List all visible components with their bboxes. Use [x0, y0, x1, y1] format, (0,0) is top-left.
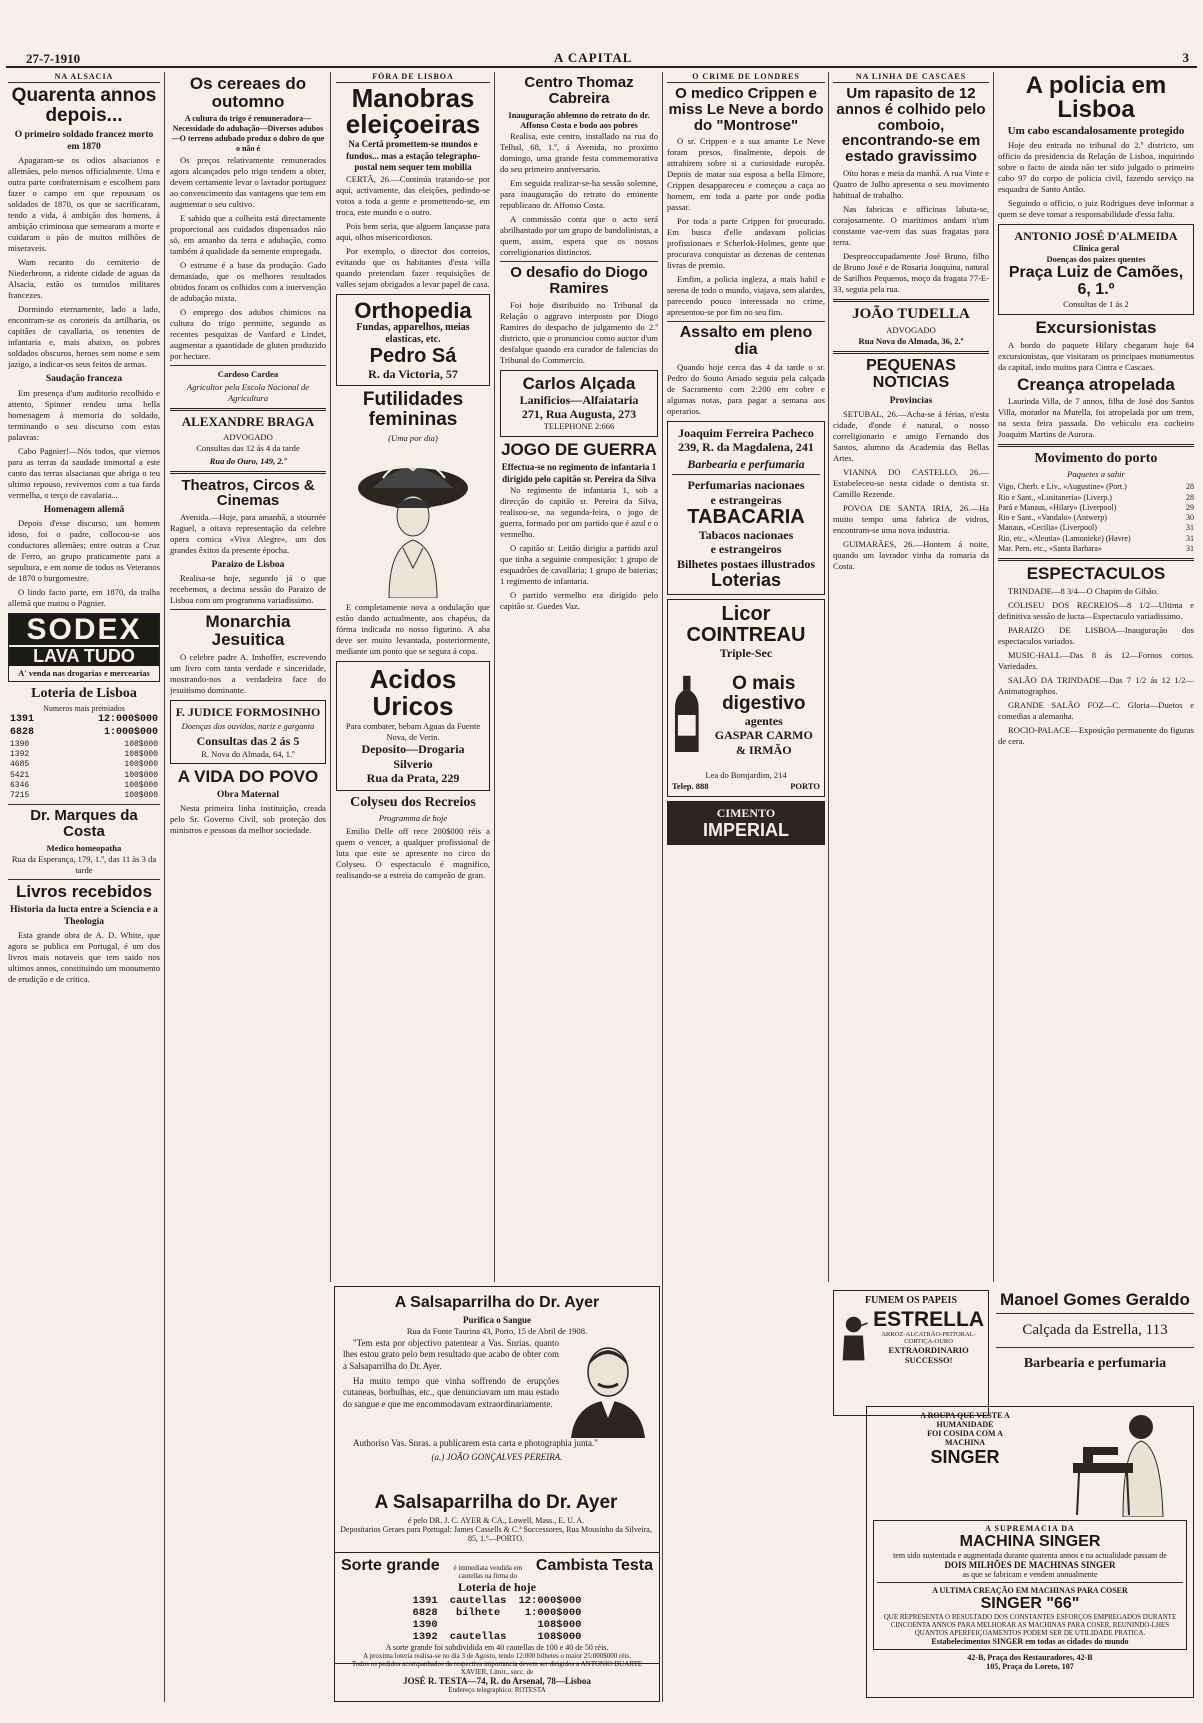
- ad-judice-hours: Consultas das 2 ás 5: [196, 734, 300, 749]
- article-paragraph: Despreoccupadamente José Bruno, filho de Bruno José e de Rosaria Joaquina, natural de Sarilhos Pequenos, moço da fragata 77-E-33, seguia pela rua.: [833, 250, 989, 294]
- ad-title: Sorte grande: [341, 1557, 440, 1574]
- column-2: [170, 72, 326, 1702]
- lottery-number: 4685: [10, 760, 30, 770]
- article-paragraph: O partido vermelho era dirigido pelo capitão sr. Guedes Vaz.: [500, 590, 658, 612]
- article-paragraph: Cabo Pagnier!—Nós todos, que viemos para as terras da saudade immortal a este canto das terras alsacianas que abriga o teu ultimo repouso, revivemos com a tua farda vermelha, o terço de cavalaria...: [8, 445, 160, 500]
- column-4: [500, 72, 658, 1282]
- summary: Na Certã promettem-se mundos e fundos... mas a estação telegrapho-postal nem sequer tem mobilia: [346, 139, 480, 173]
- section-kicker: NA ALSACIA: [8, 72, 160, 83]
- article-paragraph: CERTÃ, 26.—Continúa tratando-se por aqui, activamente, das eleições, pedindo-se votos a toda a gente e promettendo-se, em troca, este mundo e o outro.: [336, 173, 490, 217]
- ad-line: MACHINA: [945, 1438, 985, 1447]
- ad-title: SODEX: [9, 614, 159, 646]
- subheadline: Effectua-se no regimento de infantaria 1 dirigido pelo capitão sr. Pereira da Silva: [501, 462, 657, 484]
- ad-estrella: [833, 1290, 989, 1416]
- ad-address: Calçada da Estrella, 113: [1022, 1322, 1168, 1338]
- ship-row: [998, 544, 1194, 554]
- ad-line: DOIS MILHÕES DE MACHINAS SINGER: [944, 1560, 1116, 1570]
- ad-subtitle: Purifica o Sangue: [462, 1314, 531, 1325]
- ship-route: Vigo, Cherb. e Liv., «Augustine» (Port.): [998, 482, 1127, 492]
- article-paragraph: Avenida.—Hoje, para amanhã, a stournée Raguel, a oitava representação da celebre opera comica «Viva Alegre», um dos grandes êxitos da presente épocha.: [170, 512, 326, 556]
- ad-almeida: [998, 224, 1194, 315]
- ad-acidos: [336, 661, 490, 791]
- column-5: [667, 72, 825, 1702]
- article-paragraph: Pois bem seria, que alguem lançasse para aqui, olhos misericordiosos.: [336, 220, 490, 242]
- ship-day: 29: [1186, 502, 1194, 512]
- ad-line: A sorte grande foi subdividida em 40 cautellas de 100 e 40 de 50 réis.: [385, 1643, 609, 1652]
- article-paragraph: Seguindo o officio, o juiz Rodrigues deve informar a quem se deve tomar a responsabilidade d'essa falta.: [998, 198, 1194, 220]
- article-paragraph: Hoje deu entrada no tribunal do 2.º districto, um officio da presidencia da Relação de Lisboa, inquirindo sobre o facto de ainda não ter sido julgado o primeiro cabo 97 do corpo de policia civil, fazendo serviço na esquadra de Santo Antão.: [998, 140, 1194, 195]
- ad-line: HUMANIDADE: [936, 1420, 994, 1429]
- section-heading: JOGO DE GUERRA: [501, 440, 657, 460]
- section-kicker: FÓRA DE LISBOA: [336, 72, 490, 83]
- section-heading: Theatros, Circos & Cinemas: [181, 476, 315, 510]
- article-paragraph: No regimento de infantaria 1, sob a direcção do capitão sr. Pereira da Silva, realisou-se, na segunda-feira, o jogo de guerra, formado por um partido que é azul e o vermelho.: [500, 485, 658, 540]
- lottery-row: [8, 760, 160, 770]
- ad-text: Para combater, bebam Aguas da Fuente Nova, de Verin.: [345, 720, 481, 742]
- ad-judice-role: Doenças dos ouvidos, nariz e garganta: [181, 721, 315, 732]
- ship-row: [998, 493, 1194, 503]
- lottery-number: 1390: [10, 739, 30, 749]
- ad-geraldo: [996, 1290, 1194, 1402]
- sorte-prize: 108$000: [537, 1619, 582, 1631]
- smoker-illustration: [838, 1307, 869, 1367]
- article-paragraph: O capitão sr. Leitão dirigiu a partido azul que tinha a seguinte composição: 1 grupo de esquadrões de cavallaria; 1 grupo de baterias; 1 regimento de infantaria.: [500, 543, 658, 587]
- sorte-type: cautellas: [449, 1631, 507, 1643]
- ad-pacheco: [667, 421, 825, 595]
- section-heading: Excursionistas: [1035, 317, 1157, 337]
- lottery-row: [8, 781, 160, 791]
- ad-lawyer-name: ALEXANDRE BRAGA: [181, 413, 315, 429]
- lottery-prize: 100$000: [124, 770, 158, 780]
- sorte-row: [407, 1595, 588, 1607]
- ad-subtitle: LAVA TUDO: [9, 645, 159, 666]
- article-paragraph: Os preços relativamente remunerados agora alcançados pelo trigo tendem a obter, devem certamente levar o lavrador portuguez ao convencimento das vantagens que tem em augmentar o seu cultivo.: [170, 154, 326, 209]
- column-rule: [494, 72, 495, 1282]
- column-6: [833, 72, 989, 1282]
- article-paragraph: Por toda a parte Crippen foi procurado. Em busca d'elle andavam policias profissionaes e Scherlok-Holmes, gente que procurava conquistar as dezenas de centenas livras de premio.: [667, 216, 825, 271]
- article-paragraph: O celebre padre A. Imhoffer, escrevendo um livro com tanta verdade e sinceridade, mostrando-nos a verdadeira face do jesuitismo dominante.: [170, 651, 326, 695]
- ship-route: Rio e Sant., «Lusitaneria» (Liverp.): [998, 492, 1112, 502]
- ship-route: Manaus, «Cecilia» (Liverpool): [998, 523, 1097, 533]
- ad-line: Bilhetes postaes illustrados: [676, 556, 815, 571]
- ad-line: Tabacos nacionaes: [698, 528, 794, 543]
- lottery-row: [8, 750, 160, 760]
- ad-line: A ROUPA QUE VESTE A: [920, 1411, 1010, 1420]
- ad-line: IMPERIAL: [702, 819, 789, 840]
- listing: ROCIO-PALACE—Exposição permanente do figuras de cera.: [998, 724, 1194, 746]
- book-title: Historia da lucta entre a Sciencia e a Theologia: [10, 904, 158, 927]
- ad-doctor-name: Dr. Marques da Costa: [30, 807, 138, 841]
- section-heading: Saudação franceza: [45, 374, 123, 385]
- ad-line: A proxima loteria realisa-se no dia 3 de Agosto, tendo 12:000 bilhetes o maior 25:000$000 réis.: [363, 1652, 631, 1660]
- headline: Os cereaes do outomno: [189, 74, 307, 111]
- ad-tudella-address: Rua Nova do Almada, 36, 2.º: [858, 336, 964, 347]
- lottery-subtitle: Numeros mais premiados: [43, 704, 125, 714]
- bottle-icon: [672, 660, 702, 770]
- lottery-number: 7215: [10, 791, 30, 801]
- lottery-number: 6828: [10, 727, 35, 739]
- ad-line: Perfumarias nacionaes: [687, 478, 805, 493]
- column-rule: [828, 72, 829, 1282]
- lottery-number: 1392: [10, 750, 30, 760]
- sorte-number: 6828: [412, 1607, 438, 1619]
- section-heading: Colyseu dos Recreios: [350, 794, 476, 810]
- ship-row: [998, 503, 1194, 513]
- article-paragraph: Oito horas e meia da manhã. A rua Vinte e Quatro de Julho apresenta o seu movimento habitual de trabalho.: [833, 167, 989, 200]
- ad-doctor-role: Medico homeopatha: [46, 842, 122, 853]
- article-paragraph: O sr. Crippen e a sua amante Le Neve foram presos, finalmente, depois de attrahirem sobre si a curiosidade europêa. Depois de matar sua esposa a bella Elmore, Crippen desappareceu e começou a caça ao homem, em toda a parte por onde podia passar.: [667, 136, 825, 213]
- ad-hours: Consultas de 1 ás 2: [1063, 298, 1129, 309]
- portrait-illustration: [565, 1338, 651, 1438]
- ship-list: [998, 482, 1194, 554]
- ad-address: Praça Luiz de Camões, 6, 1.º: [1008, 264, 1184, 299]
- lottery-prize: 12:000$000: [97, 714, 158, 726]
- subheadline: Um cabo escandalosamente protegido: [1007, 125, 1185, 137]
- article-paragraph: Wam recanto do cemiterio de Niederbronn, a ridente cidade de aguas da Alsacia, estão os tumulos militares francezes.: [8, 257, 160, 301]
- ad-cimento: [667, 801, 825, 844]
- article-paragraph: Laurinda Villa, de 7 annos, filha de José dos Santos Villa, morador na Mutella, foi atropelada por um trem, na sexta feira passada. Do vehiculo era cocheiro Joaquim Martins de Aurora.: [998, 396, 1194, 440]
- ad-address: 239, R. da Magdalena, 241: [678, 440, 814, 455]
- ad-trade: Barbearia e perfumaria: [1023, 1356, 1167, 1371]
- ad-tudella-role: ADVOGADO: [886, 325, 936, 336]
- lottery-row: [8, 771, 160, 781]
- ad-line: CIMENTO: [716, 806, 776, 821]
- ad-role: Lanificios—Alfaiataria: [519, 392, 639, 407]
- ad-model: SINGER "66": [980, 1595, 1080, 1612]
- ad-line: O mais digestivo: [722, 672, 806, 714]
- lottery-prize: 100$000: [124, 780, 158, 790]
- headline: Um rapasito de 12 annos é colhido pelo comboio, encontrando-se em estado gravissimo: [836, 85, 986, 166]
- ship-row: [998, 523, 1194, 533]
- ad-address: 42-B, Praça dos Restauradores, 42-B: [967, 1653, 1093, 1662]
- column-rule: [993, 72, 994, 1282]
- ship-day: 31: [1186, 533, 1194, 543]
- ad-address: 105, Praça do Loreto, 107: [986, 1662, 1074, 1671]
- article-paragraph: Esta grande obra de A. D. White, que agora se publica em Portugal, é um dos livros mais notaveis que tem saido nos ultimos annos, constituindo um monumento de erudição e de critica.: [8, 929, 160, 984]
- section-heading: ESPECTACULOS: [1026, 564, 1166, 584]
- headline: A policia em Lisboa: [1025, 72, 1167, 123]
- signature-role: Agricultor pela Escola Nacional de Agricultura: [186, 381, 310, 403]
- ad-tudella-name: JOÃO TUDELLA: [852, 305, 970, 322]
- article-paragraph: O estrume é a base da produção. Gado demasiado, que os melhores resultados obtidos foram os colhidos com a intervenção de adubação mixta.: [170, 259, 326, 303]
- section-heading: PEQUENAS NOTICIAS: [866, 357, 956, 392]
- ship-route: Mar. Pern. etc., «Santa Barbara»: [998, 543, 1102, 553]
- headline: Manobras eleiçoeiras: [345, 83, 481, 140]
- ad-address: R. da Victoria, 57: [368, 366, 458, 381]
- ad-lawyer-address: Rua do Ouro, 149, 2.º: [209, 455, 287, 466]
- paper-name: A CAPITAL: [554, 50, 633, 65]
- lottery-title: Loteria de Lisboa: [31, 686, 137, 701]
- sorte-type: bilhete: [456, 1607, 501, 1619]
- article-paragraph: Realisa, este centro, installado na rua do Telhal, 68, 1.º, á Avenida, no proximo domingo, uma grande festa commemorativa do seu primeiro anniversario.: [500, 131, 658, 175]
- ad-title: Orthopedia: [354, 297, 472, 323]
- column-rule: [164, 72, 165, 1702]
- ad-phone: Telep. 888: [672, 781, 709, 792]
- ad-note: é immediata vendida em cautellas na firma do: [453, 1564, 523, 1580]
- ad-lawyer-hours: Consultas das 12 ás 4 da tarde: [196, 442, 300, 453]
- article-paragraph: E sabido que a colheita está directamente proporcional aos cuidados dispensados não só, em amanho da terra e adubação, como também á qualidade da semente empregada.: [170, 212, 326, 256]
- ad-line: Todos os pedidos acompanhados da respectiva importancia devem ser dirigidos a ANTONIO DUARTE XAVIER, Limit., succ. de: [351, 1660, 643, 1676]
- ad-address: 271, Rua Augusta, 273: [521, 406, 637, 421]
- ad-title: A Salsaparrilha do Dr. Ayer: [394, 1294, 600, 1311]
- ad-line: Loterias: [710, 570, 782, 591]
- section-heading: Homenagem allemã: [43, 504, 125, 515]
- ad-maker: é pelo DR. J. C. AYER & CA., Lowell, Mass., E. U. A.: [407, 1515, 585, 1525]
- ad-line: as que se fabricam e vendem annualmente: [962, 1570, 1098, 1579]
- ship-row: [998, 534, 1194, 544]
- subheadline: Obra Maternal: [216, 790, 279, 801]
- ad-cointreau: [667, 599, 825, 797]
- section-heading: Livros recebidos: [15, 881, 153, 901]
- ad-name: Pedro Sá: [369, 344, 457, 367]
- article-paragraph: Em seguida realizar-se-ha sessão solemne, para inauguração do retrato do eminente republicano dr. Affonso Costa.: [500, 178, 658, 211]
- ad-judice: [170, 700, 326, 765]
- article-paragraph: Foi hoje distribuido no Tribunal da Relação o aggravo interposto por Diogo Ramires do despacho de julgamento do 2.º districto, que o pronunciou como auctor d'um desfalque quando era curador de falencias do Tribunal do Commercio.: [500, 299, 658, 365]
- article-paragraph: SETUBAL, 26.—Acha-se á férias, n'esta cidade, d'onde é natural, o nosso correligionario e amigo Fernando dos Santos, alumno da Academia das Bellas Artes.: [833, 408, 989, 463]
- ad-name: Carlos Alçada: [522, 373, 636, 393]
- article-paragraph: Apagaram-se os odios alsacianos e allemães, pelo menos officialmente. Uma e outra parte confraternisam e escolhem para fazer o campo em que repousam os soldados de 1870, os que se sacrificaram, tendo a vida, á ambição dos homens, á ambição criminosa que semearam a morte e cuidaram o pão de muitos milhões de miseraveis.: [8, 155, 160, 254]
- lottery-number: 5421: [10, 770, 30, 780]
- article-paragraph: A bordo do paquete Hilary chegaram hoje 64 excursionistas, que visitaram os principaes monumentos da capital, indo muitos para Cintra e Cascaes.: [998, 339, 1194, 372]
- seamstress-illustration: [1063, 1407, 1193, 1517]
- section-heading: Creança atropelada: [1017, 374, 1175, 394]
- ad-singer: [866, 1406, 1194, 1698]
- ad-doctor-address: Rua da Esperança, 179, 1.º, das 11 às 3 da tarde: [11, 853, 157, 875]
- ship-route: Pará e Manaus, «Hilary» (Liverpool): [998, 502, 1117, 512]
- ship-day: 28: [1186, 482, 1194, 492]
- ad-line: agentes: [744, 713, 783, 728]
- article-paragraph: E completamente nova a ondulação que estão dando actualmente, aos chapéus, da fórma indicada no nosso figurino. A aba deve ser muito levantada, posteriormente, mediante um ponto que se segura á copa.: [336, 602, 490, 657]
- ad-line: EXTRAORDINARIO SUCCESSO!: [888, 1345, 969, 1366]
- section-kicker: O CRIME DE LONDRES: [667, 72, 825, 83]
- section-heading: Movimento do porto: [1034, 451, 1158, 467]
- listing: COLISEU DOS RECREIOS—8 1/2—Ultima e definitiva sessão de lucta—Espectaculo variadissimo.: [998, 599, 1194, 621]
- ad-line: A ULTIMA CREAÇÃO EM MACHINAS PARA COSER: [932, 1586, 1128, 1595]
- ad-title: Cambista Testa: [535, 1557, 653, 1574]
- ad-title: ESTRELLA: [873, 1307, 984, 1331]
- ad-subtitle: Loteria de hoje: [458, 1580, 536, 1594]
- ad-sorte-grande: [334, 1552, 660, 1702]
- ad-telegraph: Endereço telegraphico: ROTESTA: [448, 1686, 546, 1694]
- ad-text: A' venda nas drogarias e mercearias: [18, 668, 150, 679]
- sorte-number: 1390: [412, 1619, 438, 1631]
- ad-letter-address: Rua da Fonte Taurina 43, Porto, 15 de Abril de 1908.: [406, 1326, 588, 1337]
- article-paragraph: POVOA DE SANTA IRIA, 26.—Ha muito tempo uma fabrica de vidros, encontram-se uma nova industria.: [833, 502, 989, 535]
- ship-route: Rio, etc., «Aleutia» (Lamonieke) (Havre): [998, 533, 1131, 543]
- sorte-number: 1391: [412, 1595, 438, 1607]
- ship-row: [998, 482, 1194, 492]
- lottery-prize: 108$000: [124, 739, 158, 749]
- column-3: [336, 72, 490, 1282]
- article-paragraph: O emprego dos adubos chimicos na cultura do trigo permitte, segundo as recentes pesquizas de Vanfard e Lindet, augmentar a quantidade de gluten produzido por hectare.: [170, 306, 326, 361]
- lottery-prize: 1:000$000: [103, 727, 158, 739]
- ad-line: GASPAR CARMO: [714, 728, 813, 743]
- ad-judice-name: F. JUDICE FORMOSINHO: [175, 704, 321, 719]
- ad-role: Clinica geral: [1072, 243, 1120, 254]
- sorte-row: [407, 1619, 588, 1631]
- article-paragraph: Quando hoje cerca das 4 da tarde o sr. Pedro do Souto Amado seguia pela calçada de Sacramento com 2:200 em cobre e algumas notas, para pagar a semana aos operarios.: [667, 362, 825, 417]
- ship-day: 31: [1186, 543, 1194, 553]
- ad-address: JOSÉ R. TESTA—74, R. do Arsenal, 78—Lisboa: [403, 1676, 591, 1686]
- ad-line: e estrangeiros: [710, 542, 782, 557]
- ad-city: PORTO: [790, 781, 820, 792]
- column-7: [998, 72, 1194, 1282]
- section-heading: Futilidades femininas: [362, 389, 464, 431]
- article-paragraph: Nesta primeira linha instituição, creada pelo Sr. Governo Civil, sob proteção dos ministros e pessoas da melhor sociedade.: [170, 803, 326, 836]
- lottery-row: [8, 727, 160, 740]
- lottery-row: [8, 740, 160, 750]
- lottery-table: [8, 714, 160, 801]
- lottery-prize: 100$000: [124, 760, 158, 770]
- lottery-row: [8, 791, 160, 801]
- sorte-type: [444, 1619, 513, 1631]
- ad-line: Triple-Sec: [719, 646, 773, 661]
- ad-line: Estabelecimentos SINGER em todas as cidades do mundo: [931, 1637, 1129, 1646]
- ad-spec: Doenças dos paizes quentes: [1046, 254, 1146, 265]
- lottery-number: 1391: [10, 714, 35, 726]
- masthead: [6, 50, 1197, 68]
- ship-row: [998, 513, 1194, 523]
- sorte-row: [407, 1631, 588, 1643]
- subheadline: Paquetes a sahir: [1067, 469, 1125, 480]
- ad-title: Licor COINTREAU: [686, 603, 806, 647]
- summary: A cultura do trigo é remuneradora—Necessidade do adubação—Diversos adubos—O terreno adubado produz o dobro do que o não é: [171, 113, 325, 154]
- ad-depot: Deposito—Drogaria Silverio: [361, 742, 465, 771]
- article-paragraph: Nas fabricas e officinas labuta-se, corajosamente. O maritimos andam n'um constante vae-vem das suas fragatas para terra.: [833, 203, 989, 247]
- ad-title: Acidos Uricos: [369, 664, 457, 722]
- ad-items: Fundas, apparelhos, meias elasticas, etc.: [356, 321, 470, 345]
- ad-quote: Authoriso Vas. Snras. a publicarem esta carta e photographia junta.": [353, 1437, 598, 1448]
- listing: PARAIZO DE LISBOA—Inauguração dos espectaculos variados.: [998, 624, 1194, 646]
- sorte-type: cautellas: [449, 1595, 507, 1607]
- ad-line: e estrangeiras: [710, 492, 782, 507]
- ad-line: A SUPREMACIA DA: [985, 1524, 1075, 1533]
- section-heading: Assalto em pleno dia: [679, 324, 813, 359]
- ad-address: Rua da Prata, 229: [366, 771, 460, 786]
- sorte-prize: 108$000: [537, 1631, 582, 1643]
- ship-day: 28: [1186, 492, 1194, 502]
- ship-day: 30: [1186, 513, 1194, 523]
- article-paragraph: Emilio Delle off rece 200$000 réis a quem o vencer, a qualquer profissional de luta que este se apresente no circo do Colyseu. O espectaculo é magnifico, realisando-se a estreia do campeão de gran.: [336, 825, 490, 880]
- lottery-row: [8, 714, 160, 727]
- listing: SALÃO DA TRINDADE—Das 7 1/2 ás 12 1/2—Animatographos.: [998, 674, 1194, 696]
- summary: Inauguração ablemno do retrato do dr. Affonso Costa e bodo aos pobres: [508, 109, 650, 131]
- article-paragraph: O lindo facto parte, em 1870, da tralha allemã que matou o Pagnier.: [8, 586, 160, 608]
- article-paragraph: Realisa-se hoje, segundo já o que recebemos, a decima sessão do Paraizo de Lisboa com um programma variadissimo.: [170, 573, 326, 606]
- article-paragraph: Por exemplo, o director dos correios, evitando que os habitantes d'esta villa quando pretendam fazer requisições de valles sejam obrigados a levar papel de casa.: [336, 245, 490, 289]
- article-paragraph: Depois d'esse discurso, um homem idoso, foi o padre, collocou-se aos conductores allemães; entre outras a Cruz de Ferro, ao grupo praticamente para a sepultura, e em nome de todos os Veteranos de 1870 o burgomestre.: [8, 517, 160, 583]
- ad-judice-address: R. Nova do Almada, 64, 1.º: [201, 748, 295, 759]
- article-paragraph: Em presença d'um auditorio recolhido e attento, Spinner rendeu uma bella homenagem á memoria do soldado, terminando o seu discurso com estas palavras:: [8, 387, 160, 442]
- ad-line: TABACARIA: [687, 506, 805, 529]
- page-number: 3: [1182, 50, 1189, 65]
- signature-name: Cardoso Cardea: [217, 368, 279, 379]
- listing: MUSIC-HALL—Das 8 ás 12—Fornos cortos. Variedades.: [998, 649, 1194, 671]
- subheadline: O primeiro soldado francez morto em 1870: [14, 130, 154, 153]
- hat-illustration: [353, 448, 473, 598]
- subheadline: Provincias: [889, 395, 933, 406]
- caption: (Uma por dia): [388, 433, 438, 444]
- listing: TRINDADE—8 3/4—O Chapim do Gibão.: [1008, 585, 1159, 596]
- ad-quote: Ha muito tempo que vinha soffrendo de erupções cutaneas, borbulhas, etc., que denunciavam um mau estado do sangue e que me encommodavam extraordinariamente.: [343, 1375, 559, 1409]
- listing: GRANDE SALÃO FOZ—C. Gloria—Duetos e comedias a alemanha.: [998, 699, 1194, 721]
- article-paragraph: Dormindo eternamente, lado a lado, encontram-se os coroneis da artilharia, os capitães de cavallaria, os tenentes de infantaria e, mais abaixo, os pobres soldados obscuros, heroes sem nome e sem jazigo, a indicar-os seus feitos de armas.: [8, 304, 160, 370]
- column-rule: [662, 72, 663, 1702]
- ad-orthopedia: [336, 294, 490, 386]
- ad-brand: SINGER: [930, 1447, 1000, 1467]
- ship-day: 31: [1186, 523, 1194, 533]
- section-heading: Paraizo de Lisboa: [211, 560, 285, 571]
- subheadline: Programma de hoje: [378, 812, 448, 823]
- lottery-prize: 100$000: [124, 791, 158, 801]
- ad-phone: TELEPHONE 2:666: [543, 421, 615, 432]
- section-heading: A VIDA DO POVO: [177, 767, 319, 787]
- ad-ayer-footer: [336, 1490, 656, 1550]
- sorte-row: [407, 1607, 588, 1619]
- ad-signature: (a.) JOÃO GONÇALVES PEREIRA.: [431, 1452, 563, 1463]
- sorte-prize: 1:000$000: [524, 1607, 582, 1619]
- column-1: [8, 72, 160, 1702]
- ad-address: Lea do Bomjardim, 214: [705, 770, 787, 781]
- ad-alcada: [500, 370, 658, 438]
- section-heading: Monarchia Jesuitica: [205, 612, 291, 650]
- ad-depot: Depositarios Geraes para Portugal: James Cassells & C.ª Successores, Rua Mousinho da Silveira, 85, 1.º—PORTO.: [340, 1524, 652, 1543]
- lottery-prize: 108$000: [124, 750, 158, 760]
- ad-line: ARROZ-ALCATRÃO-PEITORAL-CORTIÇA-OURO: [881, 1331, 976, 1346]
- ad-trade: Barbearia e perfumaria: [687, 456, 805, 471]
- section-heading: O desafio do Diogo Ramires: [510, 264, 648, 297]
- headline: Quarenta annos depois...: [11, 85, 157, 127]
- ad-sodex: [8, 613, 160, 682]
- ad-line: & IRMÃO: [735, 742, 792, 757]
- ad-line: QUE REPRESENTA O RESULTADO DOS CONSTANTES ESFORÇOS EMPREGADOS DURANTE CINCOENTA ANNOS PARA MELHORAR AS MACHINAS PARA COSER, REUNINDO-LHES QUANTOS APERFEIÇOAMENTOS PODEM SER DE UTILIDADE PRATICA.: [883, 1613, 1177, 1637]
- ad-line: tem sido sustentada e augmentada durante quarenta annos e na actualidade passam de: [893, 1551, 1167, 1560]
- column-rule: [330, 72, 331, 1282]
- article-paragraph: A commissão conta que o acto será abrilhantado por um grupo de bandolinistas, a quem, assim, espera que os nossos correligionarios distinctos.: [500, 214, 658, 258]
- article-paragraph: GUIMARÃES, 26.—Hontem á noite, quando um lavrador vinha da romaria da Costa.: [833, 538, 989, 571]
- ad-line: FOI COSIDA COM A: [927, 1429, 1003, 1438]
- ship-route: Rio e Sant., «Vandalo» (Antwerp): [998, 513, 1107, 523]
- ad-title: A Salsaparrilha do Dr. Ayer: [374, 1492, 618, 1513]
- ad-lawyer-role: ADVOGADO: [223, 431, 273, 442]
- ad-name: Joaquim Ferreira Pacheco: [678, 426, 814, 441]
- sorte-number: 1392: [412, 1631, 438, 1643]
- article-paragraph: VIANNA DO CASTELLO, 26.—Estabeleceu-se nesta cidade o dentista sr. Camillo Rezende.: [833, 466, 989, 499]
- issue-date: 27-7-1910: [26, 51, 81, 66]
- ad-name: ANTONIO JOSÉ D'ALMEIDA: [1014, 229, 1178, 244]
- lottery-number: 6346: [10, 780, 30, 790]
- sorte-table: [407, 1595, 588, 1643]
- headline: O medico Crippen e miss Le Neve a bordo do "Montrose": [668, 85, 824, 134]
- ad-line: FUMEM OS PAPEIS: [864, 1295, 958, 1306]
- section-kicker: NA LINHA DE CASCAES: [833, 72, 989, 83]
- ad-brand: MACHINA SINGER: [959, 1533, 1101, 1550]
- headline: Centro Thomaz Cabreira: [524, 74, 634, 107]
- article-paragraph: Emfim, a policia ingleza, a mais habil e serena de todo o mundo, viajava, sem alardes, parecendo pouco interessada no crime, apresentou-se por fim no seu fim.: [667, 274, 825, 318]
- ad-quote: "Tem esta por objectivo patentear a Vas. Snrias. quanto lhes estou grato pelo bem resultado que acabo de obter com a Salsaparrilha do Dr. Ayer.: [343, 1337, 559, 1371]
- sorte-prize: 12:000$000: [518, 1595, 582, 1607]
- ad-name: Manoel Gomes Geraldo: [1000, 1290, 1190, 1309]
